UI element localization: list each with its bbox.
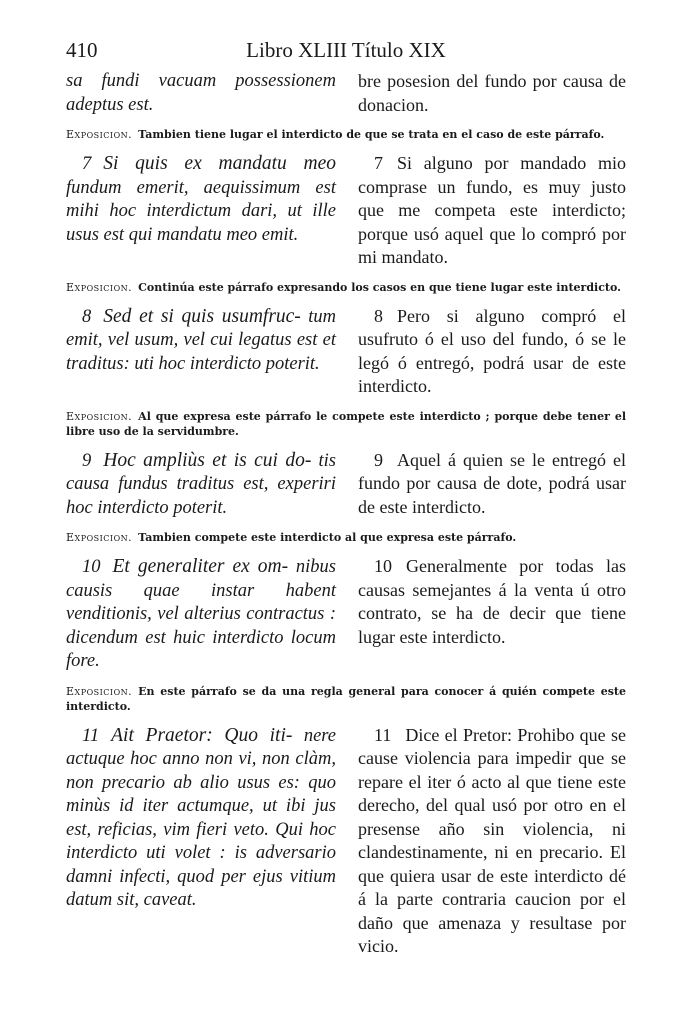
latin-body: nere actuque hoc anno non vi, non clàm, non precario ab alio usus es: quo minùs id iter actumque, ut ibi jus est, reficias, vim fieri veto. Qui hoc interdicto uti volet : is adversario damni infecti, quod per ejus vitium datum sit, caveat. [66, 725, 336, 910]
spanish-text [358, 724, 626, 959]
latin-body: tis causa fundus traditus est, experiri hoc interdicto poterit. [66, 450, 337, 518]
section-9 [66, 449, 626, 521]
section-number: 8 [374, 305, 383, 326]
page-header [66, 34, 626, 70]
exposicion-label: Exposicion. [66, 409, 133, 423]
section-10 [66, 555, 626, 674]
latin-lead: Si quis ex mandatu meo [103, 153, 336, 174]
spanish-body: Generalmente por todas las causas semejantes á la venta ú otro contrato, se ha de decir que tiene lugar este interdicto. [358, 556, 626, 647]
latin-text [66, 555, 336, 674]
latin-lead: Ait Praetor: Quo iti- [111, 724, 293, 746]
section-number: 9 [374, 449, 383, 470]
exposicion-text: En este párrafo se da una regla general para conocer á quién compete este interdicto. [66, 684, 626, 713]
exposicion-label: Exposicion. [66, 280, 133, 294]
exposicion-label: Exposicion. [66, 684, 133, 698]
spanish-text: bre posesion del fundo por causa de donacion. [358, 71, 626, 115]
exposicion-note [66, 280, 626, 295]
spanish-body: Pero si alguno compró el usufruto ó el uso del fundo, ó se le legó ó entregó, podrá usar de este interdicto. [358, 305, 626, 396]
section-8 [66, 305, 626, 399]
spanish-body: Dice el Pretor: Prohibo que se cause violencia para impedir que se repare el iter ó acto al que tiene este derecho, del qual usó por otro en el presense año sin violencia, ni clandestinamente, ni en precario. El que quiera usar de este interdicto dé á la parte contraria caucion por el daño que amenaza y resultase por vicio. [358, 724, 626, 956]
section-number: 10 [82, 557, 101, 577]
section-number: 11 [82, 725, 100, 746]
latin-text [66, 152, 336, 270]
exposicion-note [66, 127, 626, 142]
exposicion-text: Tambien compete este interdicto al que expresa este párrafo. [138, 531, 517, 544]
spanish-text [358, 555, 626, 674]
latin-body: fundum emerit, aequissimum est mihi hoc interdictum dari, ut ille usus est qui mandatu meo emit. [66, 177, 336, 245]
spanish-body: Si alguno por mandado mio comprase un fundo, es muy justo que me competa este interdicto; porque usó aquel que lo compró por mi mandato. [358, 153, 626, 267]
continued-paragraph [66, 70, 626, 117]
latin-lead: Et generaliter ex om- [112, 556, 289, 577]
spanish-body: Aquel á quien se le entregó el fundo por causa de dote, podrá usar de este interdicto. [358, 449, 626, 517]
section-number: 9 [82, 450, 92, 471]
latin-body: tum emit, vel usum, vel cui legatus est et traditus: uti hoc interdicto poterit. [66, 306, 336, 374]
book-page [66, 34, 626, 959]
spanish-text [358, 152, 626, 270]
spanish-text [358, 305, 626, 399]
exposicion-label: Exposicion. [66, 531, 133, 544]
latin-text [66, 449, 336, 521]
latin-text: sa fundi vacuam possessionem adeptus est. [66, 71, 336, 115]
latin-text [66, 724, 336, 959]
running-head: Libro XLIII Título XIX [246, 38, 446, 62]
latin-body: nibus causis quae instar habent venditionis, vel alterius contractus : dicendum est huic interdicto locum fore. [66, 557, 336, 671]
section-number: 10 [374, 556, 392, 576]
exposicion-text: Continúa este párrafo expresando los casos en que tiene lugar este interdicto. [138, 280, 621, 294]
latin-lead: Hoc ampliùs et is cui do- [103, 449, 312, 471]
section-number: 8 [82, 306, 92, 327]
section-number: 11 [374, 724, 392, 745]
exposicion-note [66, 409, 626, 439]
section-number: 7 [374, 153, 383, 173]
section-number: 7 [82, 154, 92, 174]
page-number: 410 [66, 38, 98, 62]
exposicion-text: Tambien tiene lugar el interdicto de que se trata en el caso de este párrafo. [138, 128, 605, 141]
exposicion-note [66, 684, 626, 714]
exposicion-text: Al que expresa este párrafo le compete este interdicto ; porque debe tener el libre uso de la servidumbre. [66, 409, 626, 438]
section-7 [66, 152, 626, 270]
exposicion-note [66, 530, 626, 545]
exposicion-label: Exposicion. [66, 128, 133, 141]
section-11 [66, 724, 626, 959]
latin-lead: Sed et si quis usumfruc- [103, 305, 301, 327]
spanish-text [358, 449, 626, 521]
latin-text [66, 305, 336, 399]
